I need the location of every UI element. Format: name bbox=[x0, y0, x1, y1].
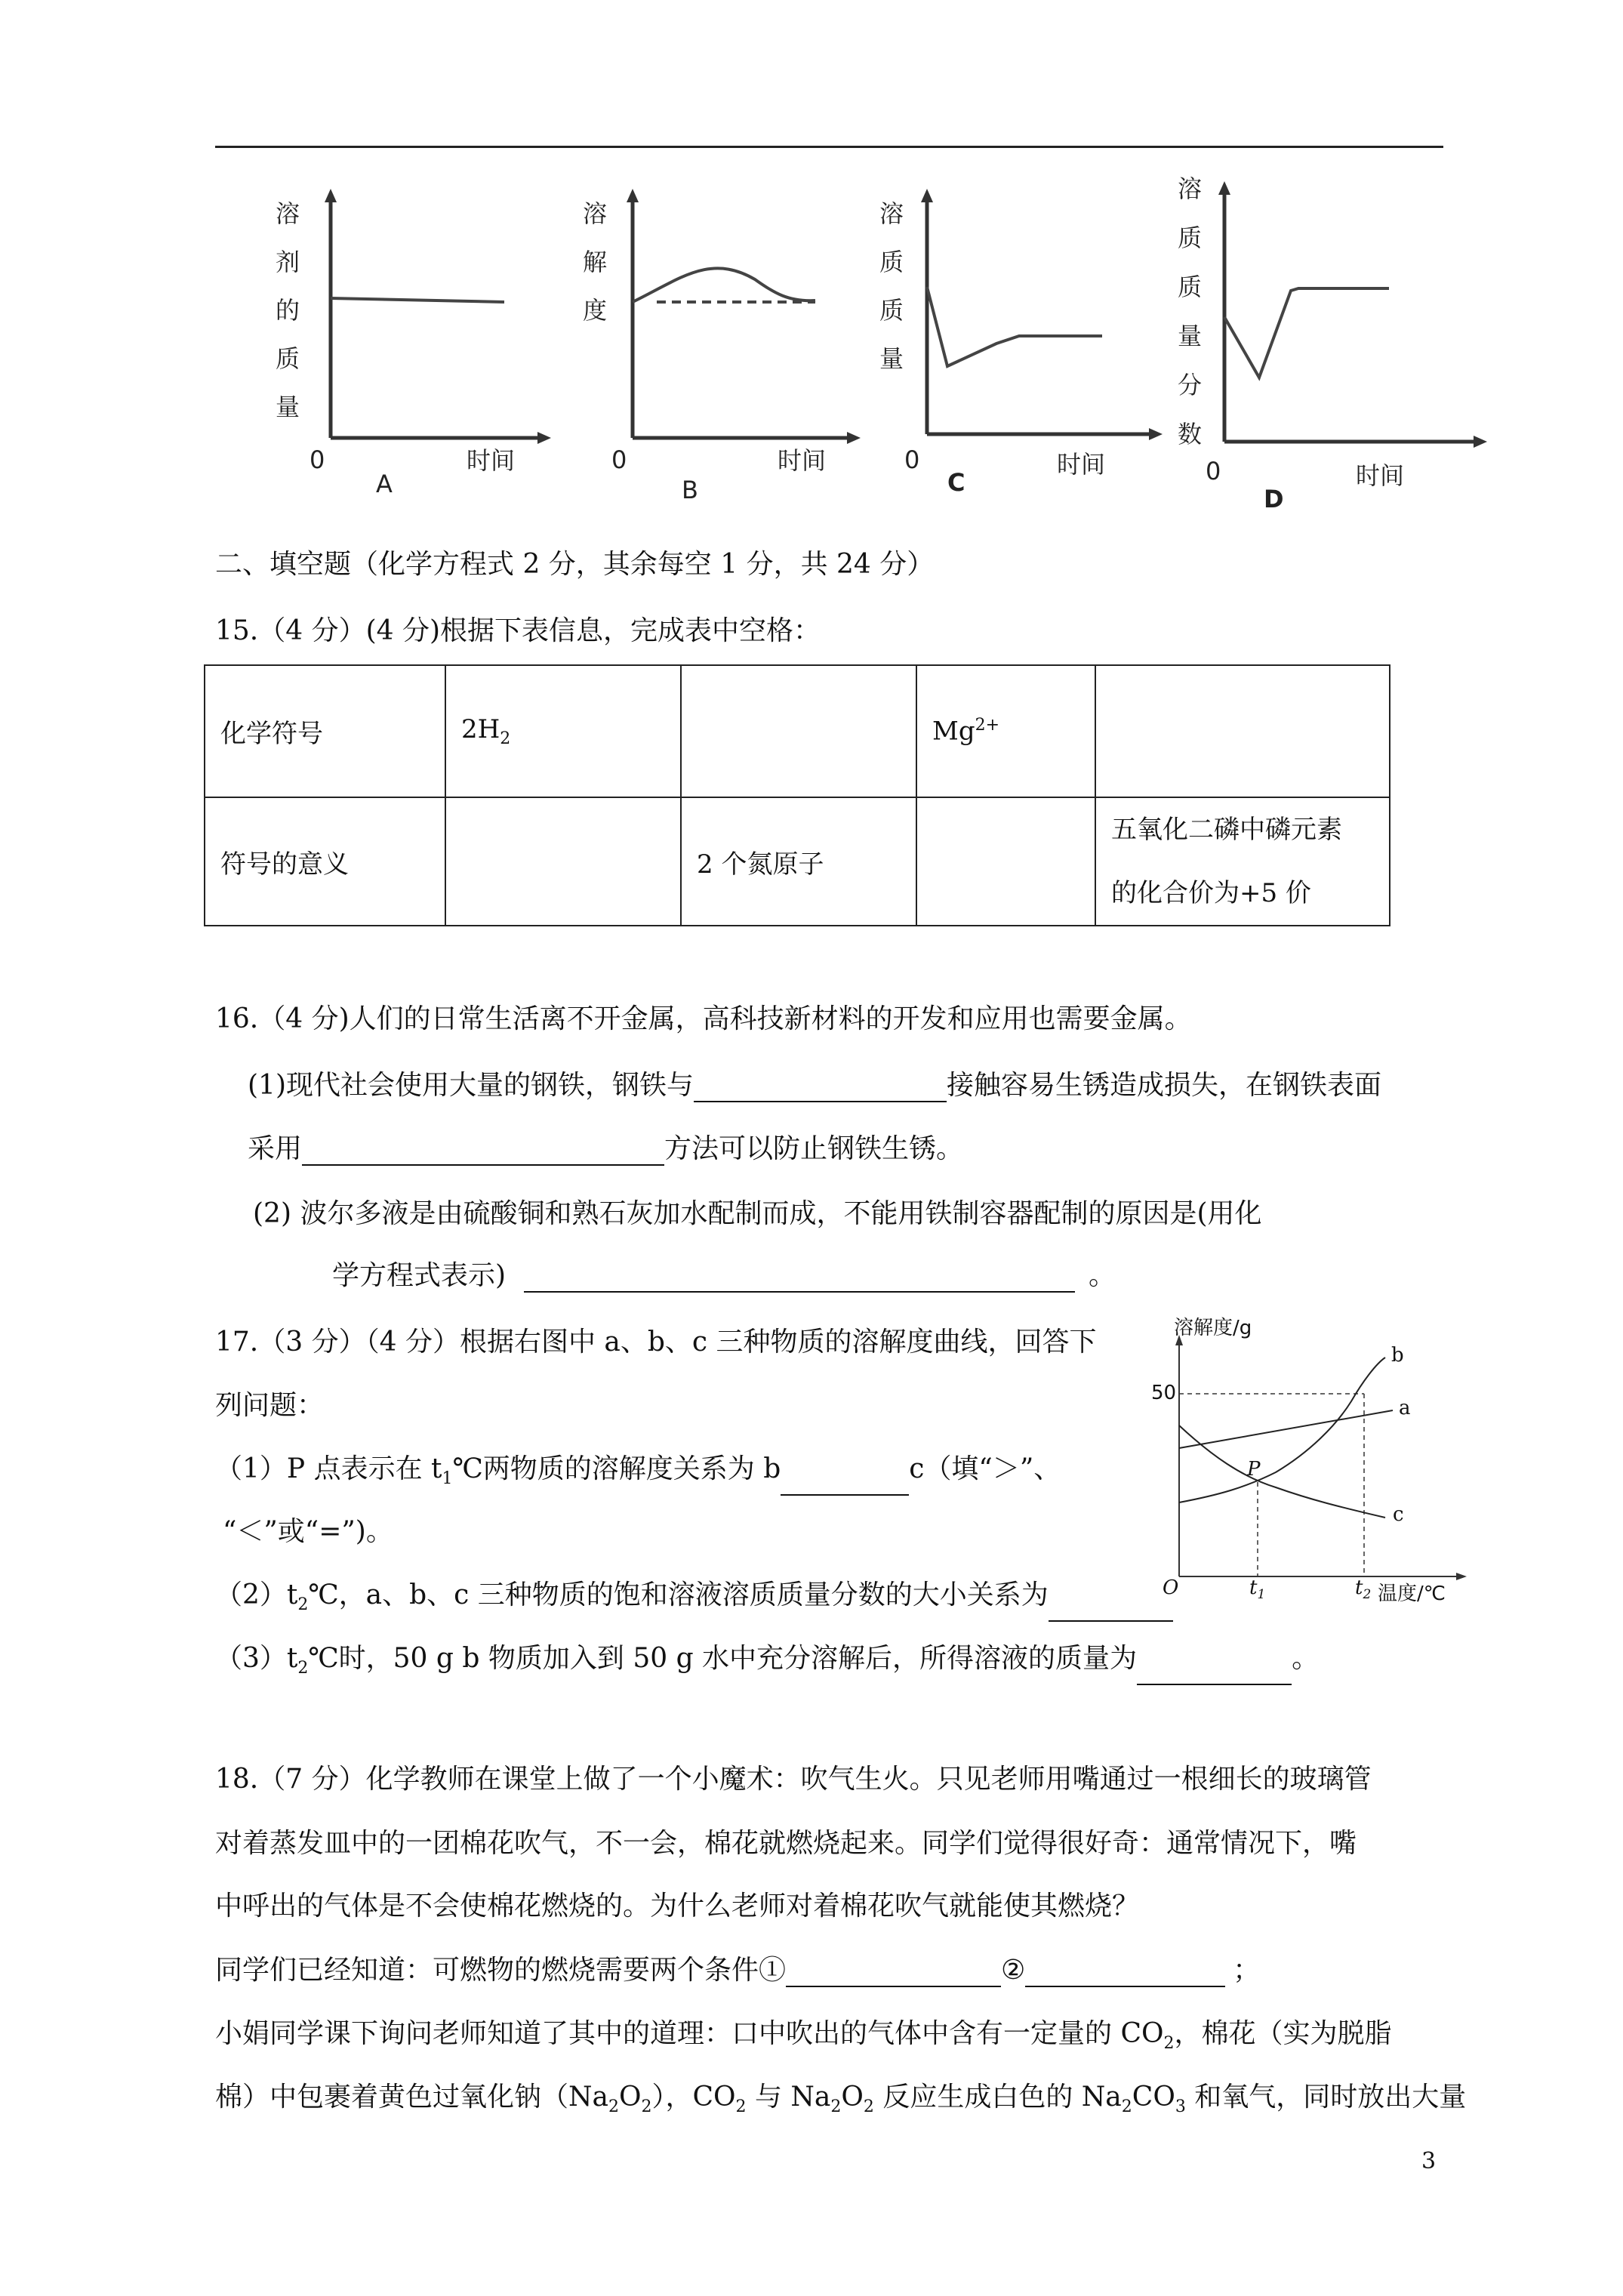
graph-d-xlabel: 时间 bbox=[1356, 461, 1405, 490]
graph-a-origin: 0 bbox=[310, 445, 325, 474]
table-cell-blank-2[interactable] bbox=[1095, 665, 1390, 797]
sol-label-a: a bbox=[1399, 1397, 1411, 1419]
q18-blank-1[interactable] bbox=[786, 1960, 1001, 1987]
sol-ylabel: 溶解度/g bbox=[1174, 1317, 1252, 1339]
graph-b-caption: B bbox=[682, 476, 698, 504]
graph-a-ylabel-4: 量 bbox=[276, 393, 300, 421]
graph-a-ylabel-3: 质 bbox=[276, 344, 300, 373]
q17-blank-3[interactable] bbox=[1137, 1658, 1292, 1685]
graph-d-ylabel-2: 质 bbox=[1178, 273, 1203, 301]
q18-line4: 同学们已经知道：可燃物的燃烧需要两个条件① ② ； bbox=[215, 1955, 1261, 1986]
sol-origin: O bbox=[1163, 1576, 1179, 1599]
graph-c-ylabel-0: 溶 bbox=[879, 199, 904, 228]
graph-a-caption: A bbox=[376, 470, 393, 498]
graph-d-ylabel-3: 量 bbox=[1178, 322, 1203, 350]
graph-c bbox=[876, 181, 1178, 506]
graph-c-origin: 0 bbox=[904, 445, 920, 474]
graph-b-ylabel-1: 解 bbox=[583, 248, 608, 276]
table-cell-2h2: $2H_2$ bbox=[445, 665, 681, 797]
table-cell-blank-4[interactable] bbox=[916, 797, 1095, 926]
page-number: 3 bbox=[1421, 2148, 1437, 2174]
q17-line1: 17.（3 分）（4 分）根据右图中 a、b、c 三种物质的溶解度曲线，回答下 bbox=[215, 1327, 1097, 1358]
q18-line3: 中呼出的气体是不会使棉花燃烧的。为什么老师对着棉花吹气就能使其燃烧？ bbox=[215, 1891, 1140, 1922]
q18-line5: 小娟同学课下询问老师知道了其中的道理：口中吹出的气体中含有一定量的 $CO_2$，棉花（实为脱脂 bbox=[215, 2018, 1392, 2054]
q18-line1: 18.（7 分）化学教师在课堂上做了一个小魔术：吹气生火。只见老师用嘴通过一根细长的玻璃管 bbox=[215, 1764, 1372, 1795]
q16-blank-3[interactable] bbox=[524, 1265, 1075, 1293]
q16-blank-2[interactable] bbox=[302, 1139, 664, 1166]
graph-b-ylabel-0: 溶 bbox=[583, 199, 608, 228]
sol-t1: $t_1$ bbox=[1249, 1576, 1266, 1603]
sol-xlabel: 温度/℃ bbox=[1378, 1583, 1446, 1605]
section-heading: 二、填空题（化学方程式 2 分，其余每空 1 分，共 24 分） bbox=[215, 549, 935, 580]
table-row2-label: 符号的意义 bbox=[205, 797, 445, 926]
q18-line6: 棉）中包裹着黄色过氧化钠$(Na_2O_2)$，$CO_2$ 与 $Na_2O_2$ 反应生成白色的 $Na_2CO_3$ 和氧气，同时放出大量 bbox=[215, 2082, 1467, 2117]
graph-b-ylabel-2: 度 bbox=[583, 296, 608, 325]
q17-line2: 列问题： bbox=[215, 1390, 325, 1421]
graph-d-origin: 0 bbox=[1206, 457, 1221, 485]
graph-c-axes bbox=[876, 181, 1178, 506]
graph-a-xlabel: 时间 bbox=[467, 446, 516, 475]
q16-line2: 采用 方法可以防止钢铁生锈。 bbox=[248, 1133, 964, 1164]
table-cell-mg: $Mg^{2+}$ bbox=[916, 665, 1095, 797]
q15-table bbox=[204, 664, 1390, 926]
graph-b-origin: 0 bbox=[611, 445, 627, 474]
graph-d-ylabel-0: 溶 bbox=[1178, 174, 1203, 203]
q16-line1: (1)现代社会使用大量的钢铁，钢铁与 接触容易生锈造成损失，在钢铁表面 bbox=[248, 1070, 1382, 1101]
q18-blank-2[interactable] bbox=[1025, 1960, 1225, 1987]
table-cell-blank-3[interactable] bbox=[445, 797, 681, 926]
graph-c-xlabel: 时间 bbox=[1057, 450, 1106, 479]
graph-a-ylabel-2: 的 bbox=[276, 296, 300, 325]
graph-c-caption: C bbox=[947, 468, 965, 497]
graph-d-ylabel-1: 质 bbox=[1178, 223, 1203, 252]
q16-line3: (2) 波尔多液是由硫酸铜和熟石灰加水配制而成，不能用铁制容器配制的原因是(用化 bbox=[253, 1198, 1262, 1229]
sol-t2: $t_2$ bbox=[1355, 1576, 1372, 1603]
graph-c-ylabel-2: 质 bbox=[879, 296, 904, 325]
q17-line5: $(2)t_2℃$，a、b、c 三种物质的饱和溶液溶质质量分数的大小关系为 bbox=[215, 1579, 1173, 1622]
graph-b-xlabel: 时间 bbox=[778, 446, 827, 475]
q16-line4: 学方程式表示) 。 bbox=[332, 1260, 1116, 1291]
solubility-graph bbox=[1136, 1312, 1468, 1614]
graph-d-ylabel-4: 分 bbox=[1178, 371, 1203, 399]
sol-label-c: c bbox=[1393, 1503, 1404, 1526]
table-cell-n: 2 个氮原子 bbox=[681, 797, 916, 926]
sol-label-b: b bbox=[1391, 1344, 1404, 1367]
q17-blank-1[interactable] bbox=[781, 1469, 909, 1496]
q15-title: 15.（4 分）(4 分)根据下表信息，完成表中空格： bbox=[215, 615, 821, 646]
graph-c-ylabel-3: 量 bbox=[879, 344, 904, 373]
graph-d-caption: D bbox=[1264, 485, 1284, 513]
q18-line2: 对着蒸发皿中的一团棉花吹气，不一会，棉花就燃烧起来。同学们觉得很好奇：通常情况下，嘴 bbox=[215, 1828, 1357, 1859]
q17-line4: “＜”或“=”)。 bbox=[223, 1516, 393, 1547]
table-cell-blank-1[interactable] bbox=[681, 665, 916, 797]
q17-line3: （1）P 点表示在 $t_1℃$两物质的溶解度关系为 b c（填“＞”、 bbox=[215, 1453, 1061, 1496]
graph-c-ylabel-1: 质 bbox=[879, 248, 904, 276]
graph-a-ylabel-1: 剂 bbox=[276, 248, 300, 276]
sol-label-p: P bbox=[1247, 1458, 1261, 1481]
sol-y50: 50 bbox=[1151, 1382, 1177, 1404]
q16-title: 16.（4 分)人们的日常生活离不开金属，高科技新材料的开发和应用也需要金属。 bbox=[215, 1003, 1192, 1034]
table-cell-p: 五氧化二磷中磷元素 的化合价为+5 价 bbox=[1095, 797, 1390, 926]
table-row1-label: 化学符号 bbox=[205, 665, 445, 797]
graph-b bbox=[574, 181, 876, 506]
q17-line6: $(3)t_2℃$时，50 g b 物质加入到 50 g 水中充分溶解后，所得溶液的质量为 。 bbox=[215, 1642, 1319, 1685]
solubility-graph-svg bbox=[1136, 1312, 1468, 1614]
q16-blank-1[interactable] bbox=[694, 1075, 947, 1102]
header-rule bbox=[215, 146, 1443, 148]
graph-a-ylabel-0: 溶 bbox=[276, 199, 300, 228]
graph-d-ylabel-5: 数 bbox=[1178, 420, 1203, 448]
graph-a bbox=[264, 181, 566, 506]
graph-d bbox=[1163, 159, 1495, 513]
